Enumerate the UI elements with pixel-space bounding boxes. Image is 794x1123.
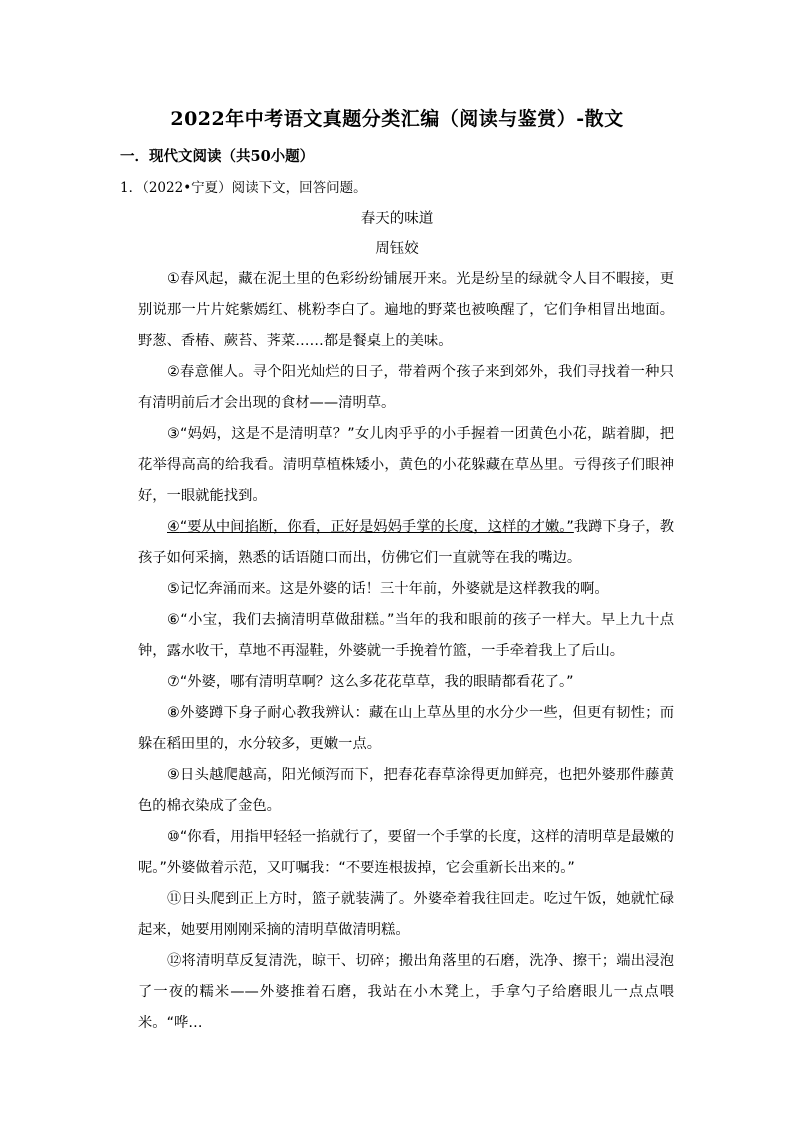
- paragraph-6: ⑥“小宝，我们去摘清明草做甜糕。”当年的我和眼前的孩子一样大。早上九十点钟，露水收干，草地不再湿鞋，外婆就一手挽着竹篮，一手牵着我上了后山。: [138, 612, 674, 659]
- article-author: 周钰姣: [375, 241, 419, 257]
- paragraph-7: ⑦“外婆，哪有清明草啊？这么多花花草草，我的眼睛都看花了。”: [167, 674, 574, 690]
- paragraph-12: ⑫将清明草反复清洗，晾干、切碎；搬出角落里的石磨，洗净、擦干；端出浸泡了一夜的糯米——外婆推着石磨，我站在小木凳上，手拿勺子给磨眼儿一点点喂米。“哗…: [138, 953, 674, 1031]
- article-title: 春天的味道: [360, 211, 434, 227]
- question-line: 1．（2022•宁夏）阅读下文，回答问题。: [120, 180, 367, 196]
- paragraph-4: [138, 512, 674, 574]
- article-body: [138, 264, 674, 1039]
- paragraph-4-number: ④: [167, 519, 180, 535]
- document-title: 2022年中考语文真题分类汇编（阅读与鉴赏）-散文: [170, 108, 624, 130]
- paragraph-2: ②春意催人。寻个阳光灿烂的日子，带着两个孩子来到郊外，我们寻找着一种只有清明前后才会出现的食材——清明草。: [138, 364, 674, 411]
- paragraph-4-rest: 我蹲下身子，教孩子如何采摘，熟悉的话语随口而出，仿佛它们一直就等在我的嘴边。: [138, 519, 675, 566]
- paragraph-10: ⑩“你看，用指甲轻轻一掐就行了，要留一个手掌的长度，这样的清明草是最嫩的呢。”外婆做着示范，又叮嘱我：“不要连根拔掉，它会重新长出来的。”: [138, 829, 674, 876]
- section-heading: 一．现代文阅读（共50小题）: [120, 148, 315, 165]
- paragraph-3: ③“妈妈，这是不是清明草？”女儿肉乎乎的小手握着一团黄色小花，踮着脚，把花举得高高的给我看。清明草植株矮小，黄色的小花躲藏在草丛里。亏得孩子们眼神好，一眼就能找到。: [138, 426, 674, 504]
- paragraph-8: ⑧外婆蹲下身子耐心教我辨认：藏在山上草丛里的水分少一些，但更有韧性；而躲在稻田里的，水分较多，更嫩一点。: [138, 705, 674, 752]
- paragraph-1: ①春风起，藏在泥土里的色彩纷纷铺展开来。光是纷呈的绿就令人目不暇接，更别说那一片片姹紫嫣红、桃粉李白了。遍地的野菜也被唤醒了，它们争相冒出地面。野葱、香椿、蕨苔、荠菜……都是餐桌上的美味。: [138, 271, 674, 349]
- paragraph-11: ⑪日头爬到正上方时，篮子就装满了。外婆牵着我往回走。吃过午饭，她就忙碌起来，她要用刚刚采摘的清明草做清明糕。: [138, 891, 674, 938]
- underlined-quote: “要从中间掐断，你看，正好是妈妈手掌的长度，这样的才嫩。”: [179, 519, 574, 535]
- paragraph-5: ⑤记忆奔涌而来。这是外婆的话！三十年前，外婆就是这样教我的啊。: [167, 581, 609, 597]
- paragraph-9: ⑨日头越爬越高，阳光倾泻而下，把春花春草涂得更加鲜亮，也把外婆那件藤黄色的棉衣染成了金色。: [138, 767, 674, 814]
